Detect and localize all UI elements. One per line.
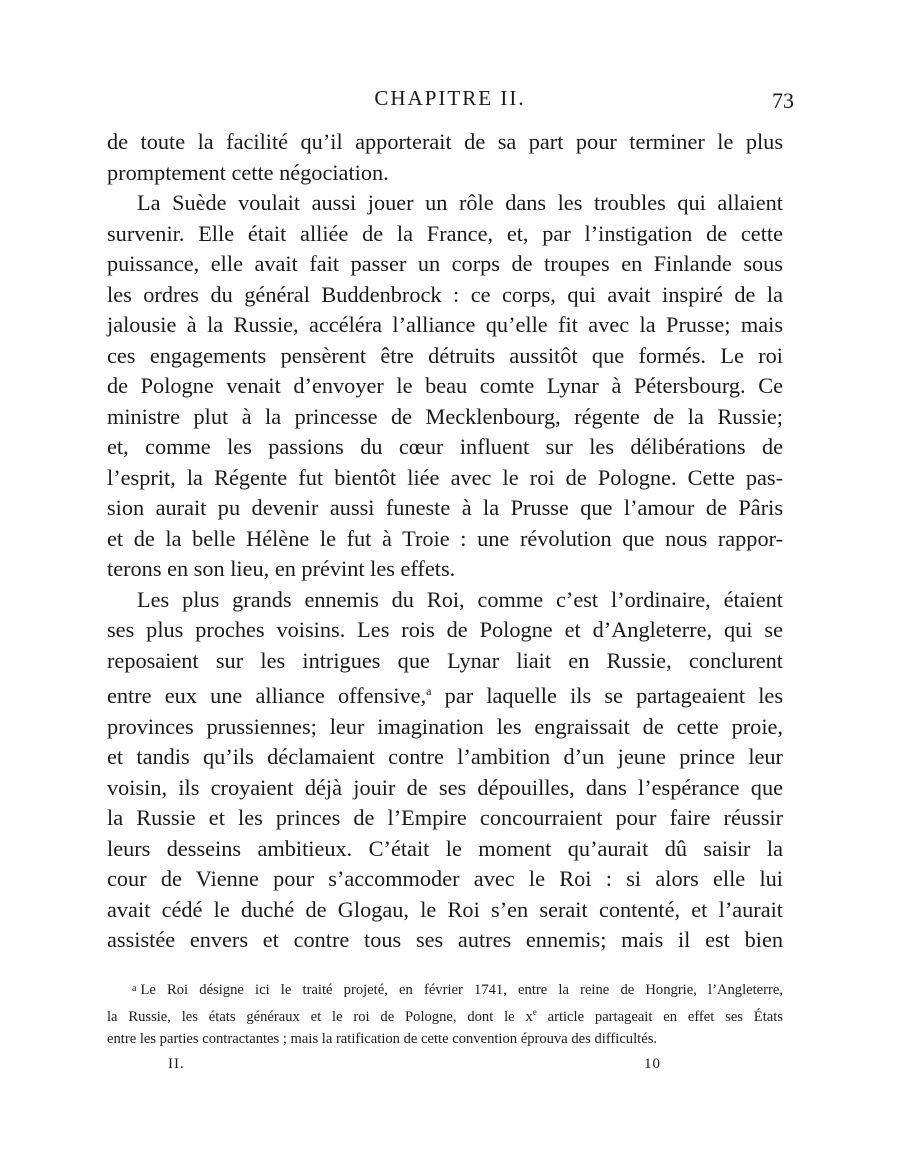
text-line-with-footnote-ref (107, 676, 783, 712)
sheet-number: 10 (644, 1056, 661, 1072)
body-text (107, 127, 783, 956)
text-line: avait cédé le duché de Glogau, le Roi s’en serait contenté, et l’aurait (107, 896, 783, 922)
text-line: cour de Vienne pour s’accommoder avec le Roi : si alors elle lui (107, 866, 783, 891)
text-line: promptement cette négociation. (107, 159, 389, 185)
text-line: de toute la facilité qu’il apporterait de sa part pour terminer le plus (107, 129, 783, 154)
superscript: e (532, 1007, 537, 1017)
text-line: ministre plut à la princesse de Mecklenbourg, régente de la Russie; (107, 403, 783, 429)
signature-mark: II. (168, 1056, 185, 1072)
text-line: la Russie et les princes de l’Empire concourraient pour faire réussir (107, 805, 783, 830)
text-line: et de la belle Hélène le fut à Troie : une révolution que nous rappor- (107, 525, 783, 551)
text-line: et tandis qu’ils déclamaient contre l’ambition d’un jeune prince leur (107, 744, 783, 769)
text-line: survenir. Elle était alliée de la France, et, par l’instigation de cette (107, 220, 783, 246)
text-line: de Pologne venait d’envoyer le beau comte Lynar à Pétersbourg. Ce (107, 373, 783, 398)
text-line: et, comme les passions du cœur influent sur les délibérations de (107, 434, 783, 459)
footnote-marker: a (132, 983, 137, 994)
text-line: terons en son lieu, en prévint les effets. (107, 556, 456, 581)
text-fragment: la Russie, les états généraux et le roi de Pologne, dont le x (107, 1009, 533, 1025)
text-line: ses plus proches voisins. Les rois de Pologne et d’Angleterre, qui se (107, 617, 783, 642)
text-line: les ordres du général Buddenbrock : ce corps, qui avait inspiré de la (107, 281, 783, 307)
footnote-line (107, 1001, 783, 1028)
page-number: 73 (772, 88, 794, 113)
text-line: l’esprit, la Régente fut bientôt liée avec le roi de Pologne. Cette pas- (107, 464, 783, 490)
text-line: provinces prussiennes; leur imagination les engraissait de cette proie, (107, 713, 783, 739)
text-fragment: entre eux une alliance offensive, (107, 683, 427, 708)
text-line: assistée envers et contre tous ses autres ennemis; mais il est bien (107, 927, 783, 952)
running-head (0, 86, 900, 116)
footnote-line: entre les parties contractantes ; mais la ratification de cette convention éprouva des difficultés. (107, 1031, 658, 1047)
text-line: reposaient sur les intrigues que Lynar liait en Russie, conclurent (107, 647, 783, 673)
paragraph-3 (107, 585, 783, 956)
footnote-reference[interactable]: a (426, 684, 432, 698)
paragraph-1 (107, 127, 783, 188)
text-line: leurs desseins ambitieux. C’était le moment qu’aurait dû saisir la (107, 835, 783, 861)
footnote-line (107, 978, 783, 1001)
text-fragment: article partageait en effet ses États (536, 1009, 783, 1025)
text-line: jalousie à la Russie, accéléra l’alliance qu’elle fit avec la Prusse; mais (107, 312, 783, 337)
text-line: puissance, elle avait fait passer un corps de troupes en Finlande sous (107, 251, 783, 276)
text-line: sion aurait pu devenir aussi funeste à la Prusse que l’amour de Pâris (107, 495, 783, 520)
text-line: voisin, ils croyaient déjà jouir de ses dépouilles, dans l’espérance que (107, 774, 783, 800)
text-line: ces engagements pensèrent être détruits aussitôt que formés. Le roi (107, 342, 783, 368)
footnote (107, 978, 783, 1050)
chapter-title: CHAPITRE II. (374, 86, 526, 110)
text-fragment: par laquelle ils se partageaient les (431, 683, 783, 708)
text-fragment: Le Roi désigne ici le traité projeté, en février 1741, entre la reine de Hongrie, l’Angleterre, (140, 982, 783, 998)
paragraph-2 (107, 188, 783, 585)
text-line: La Suède voulait aussi jouer un rôle dans les troubles qui allaient (137, 190, 783, 215)
text-line: Les plus grands ennemis du Roi, comme c’est l’ordinaire, étaient (137, 586, 783, 612)
